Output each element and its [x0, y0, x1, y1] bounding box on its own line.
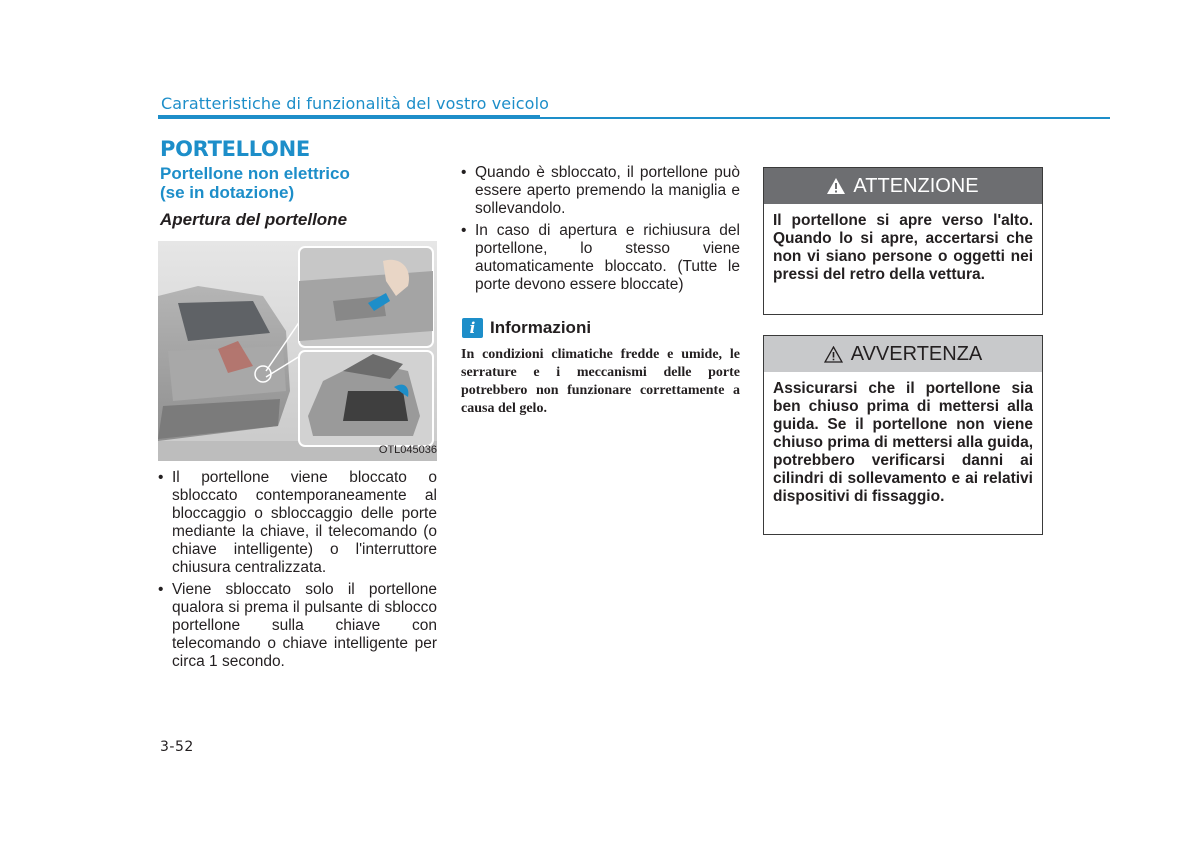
attenzione-box	[763, 167, 1043, 315]
page-number: 3-52	[160, 739, 194, 755]
column1-bullet-list	[158, 469, 437, 675]
info-text: In condizioni climatiche fredde e umide, le serrature e i meccanismi delle porte potrebbero non funzionare correttamente a causa del gelo.	[461, 347, 740, 416]
info-icon: i	[462, 318, 483, 338]
list-item: • Viene sbloccato solo il portellone qualora si prema il pulsante di sblocco portellone sulla chiave con telecomando o chiave intelligente per circa 1 secondo.	[158, 581, 437, 671]
header-rule-thin	[540, 117, 1110, 119]
attenzione-text: Il portellone si apre verso l'alto. Quando lo si apre, accertarsi che non vi siano persone o oggetti nei pressi del retro della vettura.	[773, 212, 1033, 283]
info-heading	[462, 318, 591, 338]
avvertenza-text: Assicurarsi che il portellone sia ben chiuso prima di mettersi alla guida. Se il portellone non viene chiuso prima di mettersi alla guida, potrebbero verificarsi danni ai cilindri di sollevamento e ai relativi dispositivi di fissaggio.	[773, 380, 1033, 505]
warning-triangle-outline-icon	[824, 346, 843, 363]
list-item: • In caso di apertura e richiusura del portellone, lo stesso viene automaticamente bloccato. (Tutte le porte devono essere bloccate)	[461, 222, 740, 294]
warning-triangle-icon	[827, 178, 845, 194]
tailgate-illustration-graphic	[158, 241, 437, 461]
list-item: • Il portellone viene bloccato o sbloccato contemporaneamente al bloccaggio o sbloccaggio delle porte mediante la chiave, il telecomando (o chiave intelligente) o l'interruttore chiusura centralizzata.	[158, 469, 437, 577]
tailgate-illustration	[158, 241, 437, 461]
figure-caption: OTL045036	[378, 444, 437, 456]
subsection-title-line: (se in dotazione)	[160, 183, 295, 202]
column2-bullet-list	[461, 164, 740, 298]
avvertenza-title: AVVERTENZA	[850, 342, 983, 365]
section-title: PORTELLONE	[160, 137, 310, 161]
procedure-heading: Apertura del portellone	[160, 210, 348, 229]
subsection-title-line: Portellone non elettrico	[160, 164, 350, 183]
header-rule-thick	[158, 115, 540, 119]
attenzione-header	[764, 168, 1042, 204]
avvertenza-box	[763, 335, 1043, 535]
info-title: Informazioni	[490, 318, 592, 337]
list-item: • Quando è sbloccato, il portellone può essere aperto premendo la maniglia e sollevandolo.	[461, 164, 740, 218]
subsection-title	[160, 164, 350, 202]
attenzione-title: ATTENZIONE	[853, 174, 979, 197]
avvertenza-header	[764, 336, 1042, 372]
running-header: Caratteristiche di funzionalità del vostro veicolo	[161, 94, 550, 113]
